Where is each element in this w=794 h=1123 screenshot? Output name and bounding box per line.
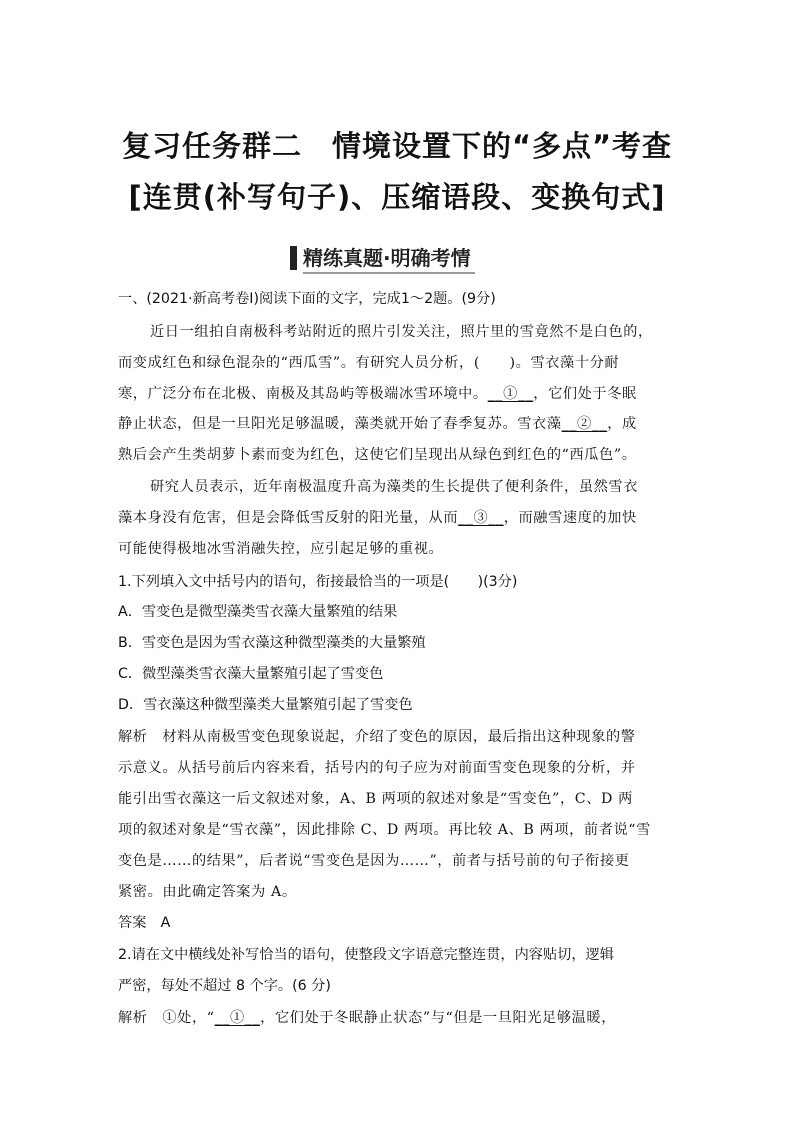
passage-line: [118, 384, 678, 404]
analysis-line: 项的叙述对象是“雪衣藻”，因此排除 C、D 两项。再比较 A、B 两项，前者说“雪: [118, 822, 651, 838]
passage-line: [118, 414, 678, 434]
answer-line: [118, 913, 678, 933]
passage-text: ，成: [607, 416, 637, 432]
analysis-line: 能引出雪衣藻这一后文叙述对象，A、B 两项的叙述对象是“雪变色”，C、D 两: [118, 791, 633, 807]
section-banner: [290, 243, 475, 273]
passage-line: 熟后会产生类胡萝卜素而变为红色，这使它们呈现出从绿色到红色的“西瓜色”。: [118, 447, 637, 463]
blank-2: __②__: [561, 416, 608, 432]
analysis-text: 材料从南极雪变色现象说起，介绍了变色的原因，最后指出这种现象的警: [162, 729, 636, 745]
analysis-line: 变色是……的结果”，后者说“雪变色是因为……”，前者与括号前的句子衔接更: [118, 853, 630, 869]
option-c: C．微型藻类雪衣藻大量繁殖引起了雪变色: [118, 666, 384, 682]
banner-bar-icon: [290, 246, 297, 270]
analysis-label: 解析: [118, 1010, 148, 1026]
blank-1: __①__: [214, 1010, 261, 1026]
analysis-line: [118, 1008, 678, 1028]
analysis-line: 紧密。由此确定答案为 A。: [118, 884, 297, 900]
option-b: B．雪变色是因为雪衣藻这种微型藻类的大量繁殖: [118, 635, 426, 651]
analysis-line: [118, 727, 678, 747]
option-d: D．雪衣藻这种微型藻类大量繁殖引起了雪变色: [118, 697, 413, 713]
analysis-line: 示意义。从括号前后内容来看，括号内的句子应为对前面雪变色现象的分析，并: [118, 760, 636, 776]
passage-line: 近日一组拍自南极科考站附近的照片引发关注，照片里的雪竟然不是白色的，: [150, 324, 653, 340]
passage-text: 静止状态，但是一旦阳光足够温暖，藻类就开始了春季复苏。雪衣藻: [118, 416, 562, 432]
passage-text: ，而融雪速度的加快: [503, 510, 637, 526]
blank-1: __①__: [487, 386, 534, 402]
passage-text: 藻本身没有危害，但是会降低雪反射的阳光量，从而: [118, 510, 459, 526]
analysis-text: ①处，“: [162, 1010, 215, 1026]
passage-line: 可能使得极地冰雪消融失控，应引起足够的重视。: [118, 541, 444, 557]
analysis-label: 解析: [118, 729, 148, 745]
option-a: A．雪变色是微型藻类雪衣藻大量繁殖的结果: [118, 604, 398, 620]
page-subtitle: [连贯(补写句子)、压缩语段、变换句式]: [128, 180, 666, 214]
intro-line: 一、(2021·新高考卷Ⅰ)阅读下面的文字，完成1～2题。(9分): [118, 291, 496, 307]
passage-line: 而变成红色和绿色混杂的“西瓜雪”。有研究人员分析，( )。雪衣藻十分耐: [118, 355, 620, 371]
blank-3: __③__: [458, 510, 504, 526]
passage-text: 寒，广泛分布在北极、南极及其岛屿等极端冰雪环境中。: [118, 386, 488, 402]
passage-line: [118, 508, 678, 528]
passage-text: ，它们处于冬眠: [533, 386, 637, 402]
page-title: 复习任务群二 情境设置下的“多点”考查: [121, 129, 673, 163]
section-banner-label: 精练真题·明确考情: [303, 242, 475, 274]
question-2-stem: 严密，每处不超过 8 个字。(6 分): [118, 978, 331, 994]
question-2-stem: 2.请在文中横线处补写恰当的语句，使整段文字语意完整连贯，内容贴切，逻辑: [118, 947, 614, 963]
passage-line: 研究人员表示，近年南极温度升高为藻类的生长提供了便利条件，虽然雪衣: [150, 479, 638, 495]
question-1-stem: 1.下列填入文中括号内的语句，衔接最恰当的一项是( )(3分): [118, 574, 518, 590]
answer-label: 答案: [118, 915, 147, 931]
analysis-text: ，它们处于冬眠静止状态”与“但是一旦阳光足够温暖，: [260, 1010, 616, 1026]
answer-value: A: [160, 915, 171, 931]
